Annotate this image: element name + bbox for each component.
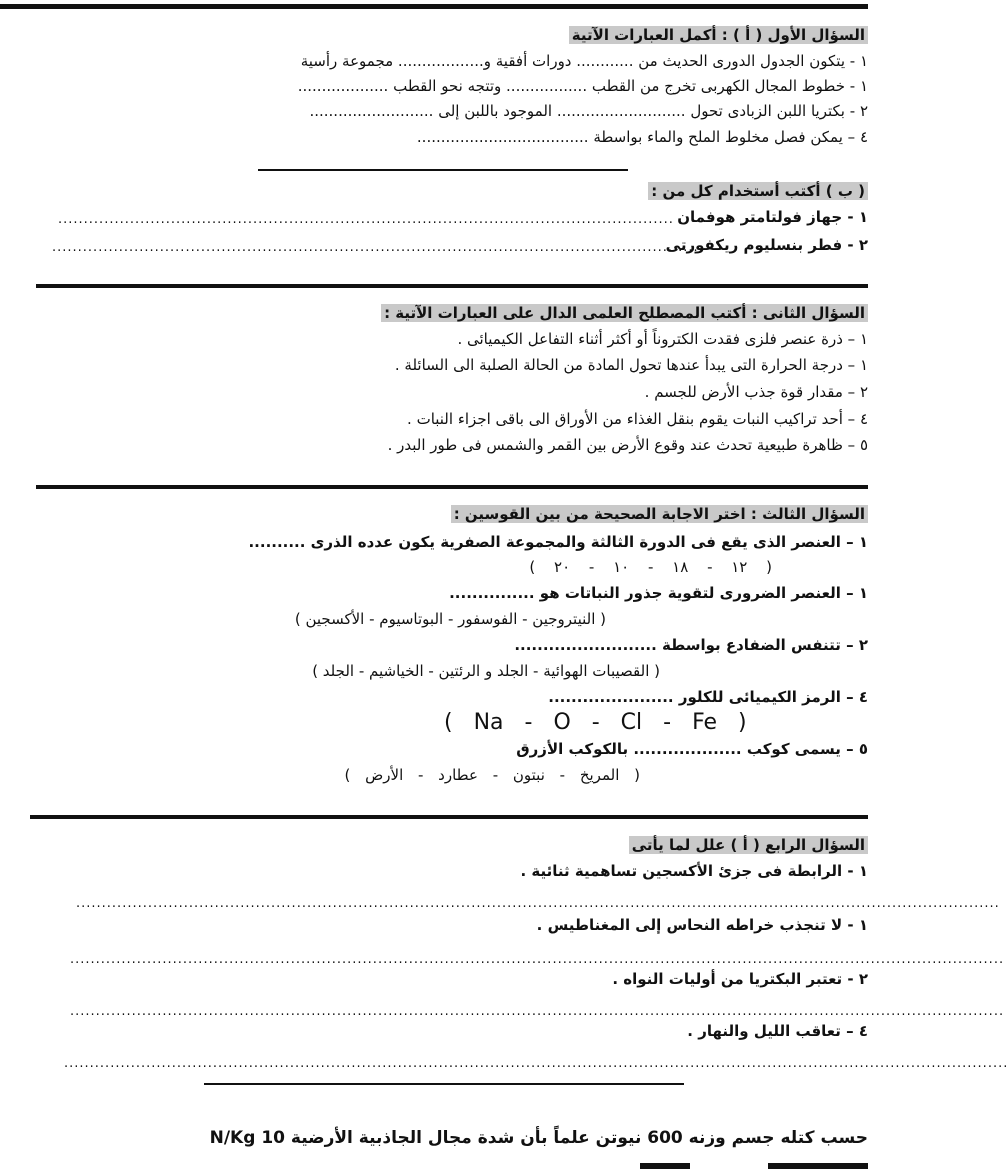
- q3-title: السؤال الثالث : اختر الاجابة الصحيحة من بين القوسين :: [451, 505, 868, 523]
- q1a-title: السؤال الأول ( أ ) : أكمل العبارات الآتية: [569, 26, 868, 44]
- separator-short: [258, 169, 628, 171]
- q2-item-2: ١ – درجة الحرارة التى يبدأ عندها تحول المادة من الحالة الصلبة الى السائلة .: [394, 356, 868, 374]
- q1b-answer-line-1[interactable]: ........................................................................................................................: [58, 212, 674, 227]
- q3-item-3-question: ٢ – تتنفس الضفادع بواسطة .........................: [514, 636, 868, 654]
- q1b-item-1-num: ١ -: [847, 208, 868, 226]
- q3-item-4-options[interactable]: ( Na - O - Cl - Fe ): [444, 710, 747, 735]
- bottom-black-block-left: [640, 1163, 690, 1169]
- separator-bottom: [204, 1083, 684, 1085]
- q3-item-4-question: ٤ – الرمز الكيميائى للكلور ......................: [548, 688, 868, 706]
- q4-item-4: ٤ – تعاقب الليل والنهار .: [687, 1022, 868, 1040]
- q1a-item-3: ٢ - بكتريا اللبن الزبادى تحول ........................... الموجود باللبن إلى ..........................: [309, 102, 868, 120]
- q1a-item-4: ٤ – يمكن فصل مخلوط الملح والماء بواسطة ....................................: [416, 128, 868, 146]
- top-border: [0, 4, 868, 9]
- q3-item-2-options[interactable]: ( النيتروجين - الفوسفور - البوتاسيوم - الأكسجين ): [294, 610, 606, 628]
- q4-item-3: ٢ - تعتبر البكتريا من أوليات النواه .: [612, 970, 868, 988]
- q4-answer-line-3[interactable]: ......................................................................................................................................................................................: [70, 1004, 1005, 1019]
- q4-answer-line-1[interactable]: ....................................................................................................................................................................................: [76, 896, 1000, 911]
- q3-item-5-question: ٥ – يسمى كوكب ................... بالكوكب الأزرق: [516, 740, 868, 758]
- q4-item-2: ١ - لا تنجذب خراطه النحاس إلى المغناطيس .: [536, 916, 868, 934]
- q1b-item-1: [677, 208, 868, 226]
- q2-title: السؤال الثانى : أكتب المصطلح العلمى الدال على العبارات الآتية :: [381, 304, 868, 322]
- q1a-item-1: ١ - يتكون الجدول الدورى الحديث من ............ دورات أفقية و.................. مجموعة رأسية: [300, 52, 868, 70]
- q2-item-1: ١ – ذرة عنصر فلزى فقدت الكتروناً أو أكثر أثناء التفاعل الكيميائى .: [457, 330, 868, 348]
- q2-item-4: ٤ – أحد تراكيب النبات يقوم بنقل الغذاء من الأوراق الى باقى اجزاء النبات .: [407, 410, 868, 428]
- q4-answer-line-4[interactable]: ........................................................................................................................................................................................: [64, 1056, 1008, 1071]
- q4-title: السؤال الرابع ( أ ) علل لما يأتى: [629, 836, 868, 854]
- q3-item-5-options[interactable]: ( المريخ - نبتون - عطارد - الأرض ): [344, 766, 640, 784]
- q1b-item-1-label: جهاز فولتامتر هوفمان: [677, 208, 843, 226]
- q1b-answer-line-2[interactable]: ..............................................................................................................................: [52, 240, 699, 255]
- q2-item-5: ٥ – ظاهرة طبيعية تحدث عند وقوع الأرض بين القمر والشمس فى طور البدر .: [387, 436, 868, 454]
- q3-item-2-question: ١ – العنصر الضرورى لتقوية جذور النباتات هو ...............: [449, 584, 868, 602]
- q3-item-1-options[interactable]: ( ١٢ - ١٨ - ١٠ - ٢٠ ): [529, 558, 772, 576]
- q1b-title: ( ب ) أكتب أستخدام كل من :: [648, 182, 868, 200]
- q3-item-1-question: ١ – العنصر الذى يقع فى الدورة الثالثة والمجموعة الصفرية يكون عدده الذرى ..........: [248, 533, 868, 551]
- final-question: حسب كتله جسم وزنه 600 نيوتن علماً بأن شدة مجال الجاذبية الأرضية 10 N/Kg: [209, 1128, 868, 1148]
- q1b-item-2-num: ٢ -: [847, 236, 868, 254]
- section-divider-2: [36, 284, 868, 288]
- section-divider-3: [36, 485, 868, 489]
- q4-item-1: ١ - الرابطة فى جزئ الأكسجين تساهمية ثنائية .: [520, 862, 868, 880]
- q3-item-3-options[interactable]: ( القصيبات الهوائية - الجلد و الرئتين - الخياشيم - الجلد ): [312, 662, 660, 680]
- section-divider-4: [30, 815, 868, 819]
- q1a-item-2: ١ - خطوط المجال الكهربى تخرج من القطب ................. وتتجه نحو القطب ...................: [297, 77, 868, 95]
- q4-answer-line-2[interactable]: ......................................................................................................................................................................................: [70, 952, 1005, 967]
- q1b-item-2-label: فطر بنسليوم ريكفورتى: [665, 236, 843, 254]
- bottom-black-block-right: [768, 1163, 868, 1169]
- q2-item-3: ٢ – مقدار قوة جذب الأرض للجسم .: [644, 383, 868, 401]
